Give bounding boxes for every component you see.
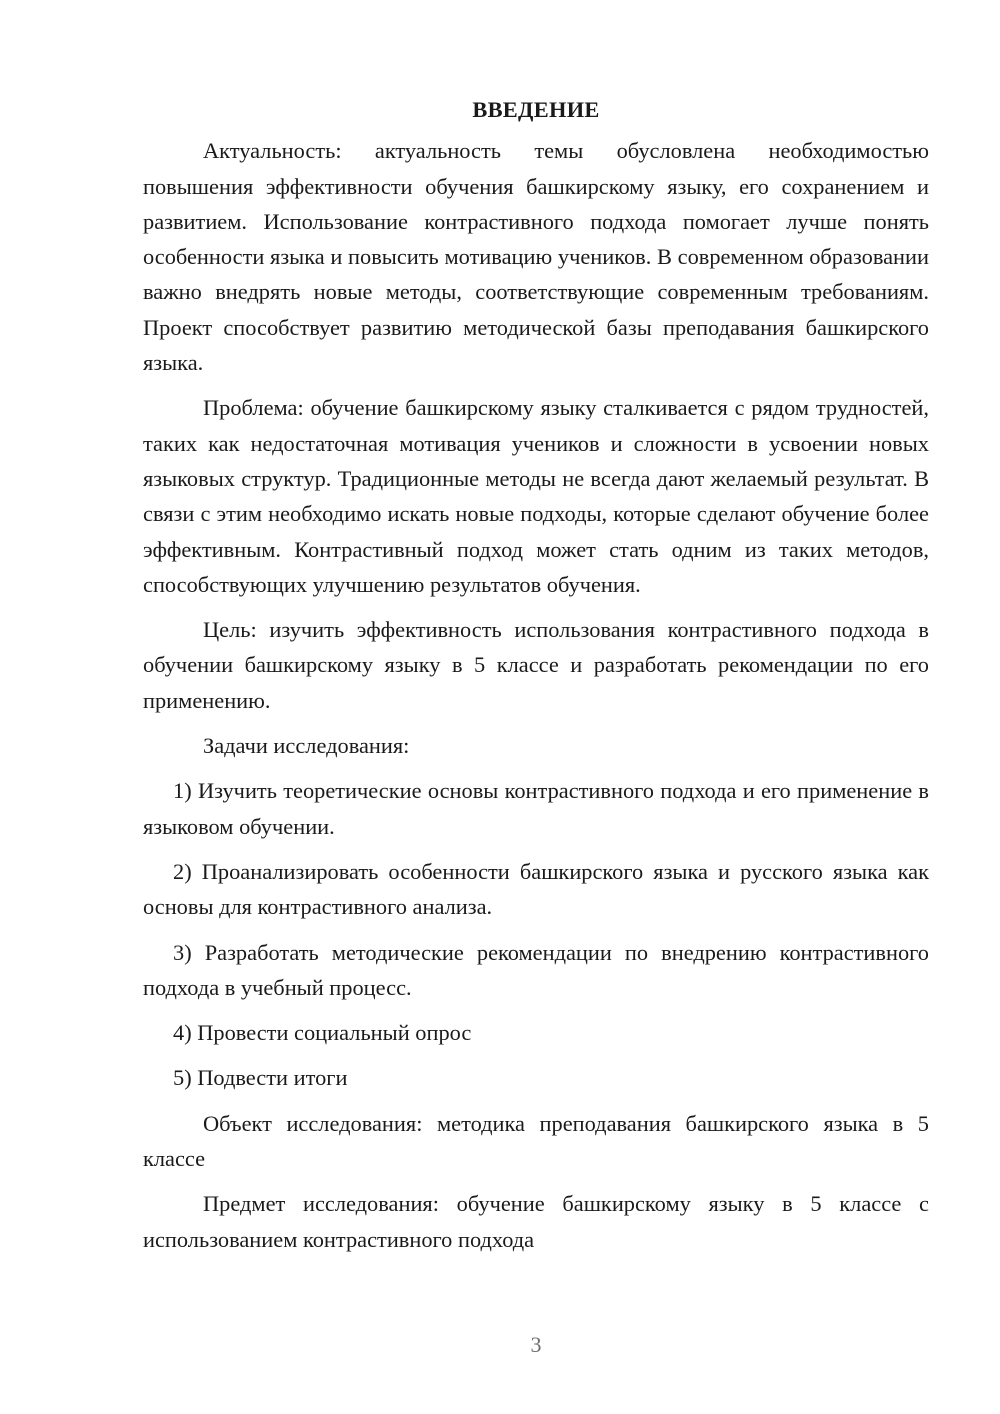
page-content [143, 92, 929, 1267]
paragraph-subject: Предмет исследования: обучение башкирскому языку в 5 классе с использованием контрастивного подхода [143, 1191, 929, 1252]
page-number: 3 [530, 1332, 542, 1357]
list-item-task-5: 5) Подвести итоги [173, 1065, 348, 1091]
list-item-task-2: 2) Проанализировать особенности башкирского языка и русского языка как основы для контрастивного анализа. [143, 858, 929, 920]
paragraph-object: Объект исследования: методика преподавания башкирского языка в 5 классе [143, 1110, 929, 1172]
list-item-task-4: 4) Провести социальный опрос [173, 1020, 472, 1046]
tasks-heading: Задачи исследования: [203, 733, 410, 759]
paragraph-problem: Проблема: обучение башкирскому языку сталкивается с рядом трудностей, таких как недостаточная мотивация учеников и сложности в усвоении новых языковых структур. Традиционные методы не всегда дают желаемый результат. В связи с этим необходимо искать новые подходы, которые сделают обучение более эффективным. Контрастивный подход может стать одним из таких методов, способствующих улучшению результатов обучения. [143, 395, 929, 597]
list-item-task-1: 1) Изучить теоретические основы контрастивного подхода и его применение в языковом обучении. [143, 778, 929, 839]
paragraph-relevance: Актуальность: актуальность темы обусловлена необходимостью повышения эффективности обучения башкирскому языку, его сохранением и развитием. Использование контрастивного подхода помогает лучше понять особенности языка и повысить мотивацию учеников. В современном образовании важно внедрять новые методы, соответствующие современным требованиям. Проект способствует развитию методической базы преподавания башкирского языка. [143, 138, 929, 376]
page-title: ВВЕДЕНИЕ [472, 97, 600, 122]
paragraph-goal: Цель: изучить эффективность использования контрастивного подхода в обучении башкирскому языку в 5 классе и разработать рекомендации по его применению. [143, 617, 929, 713]
list-item-task-3: 3) Разработать методические рекомендации по внедрению контрастивного подхода в учебный процесс. [143, 939, 929, 1000]
